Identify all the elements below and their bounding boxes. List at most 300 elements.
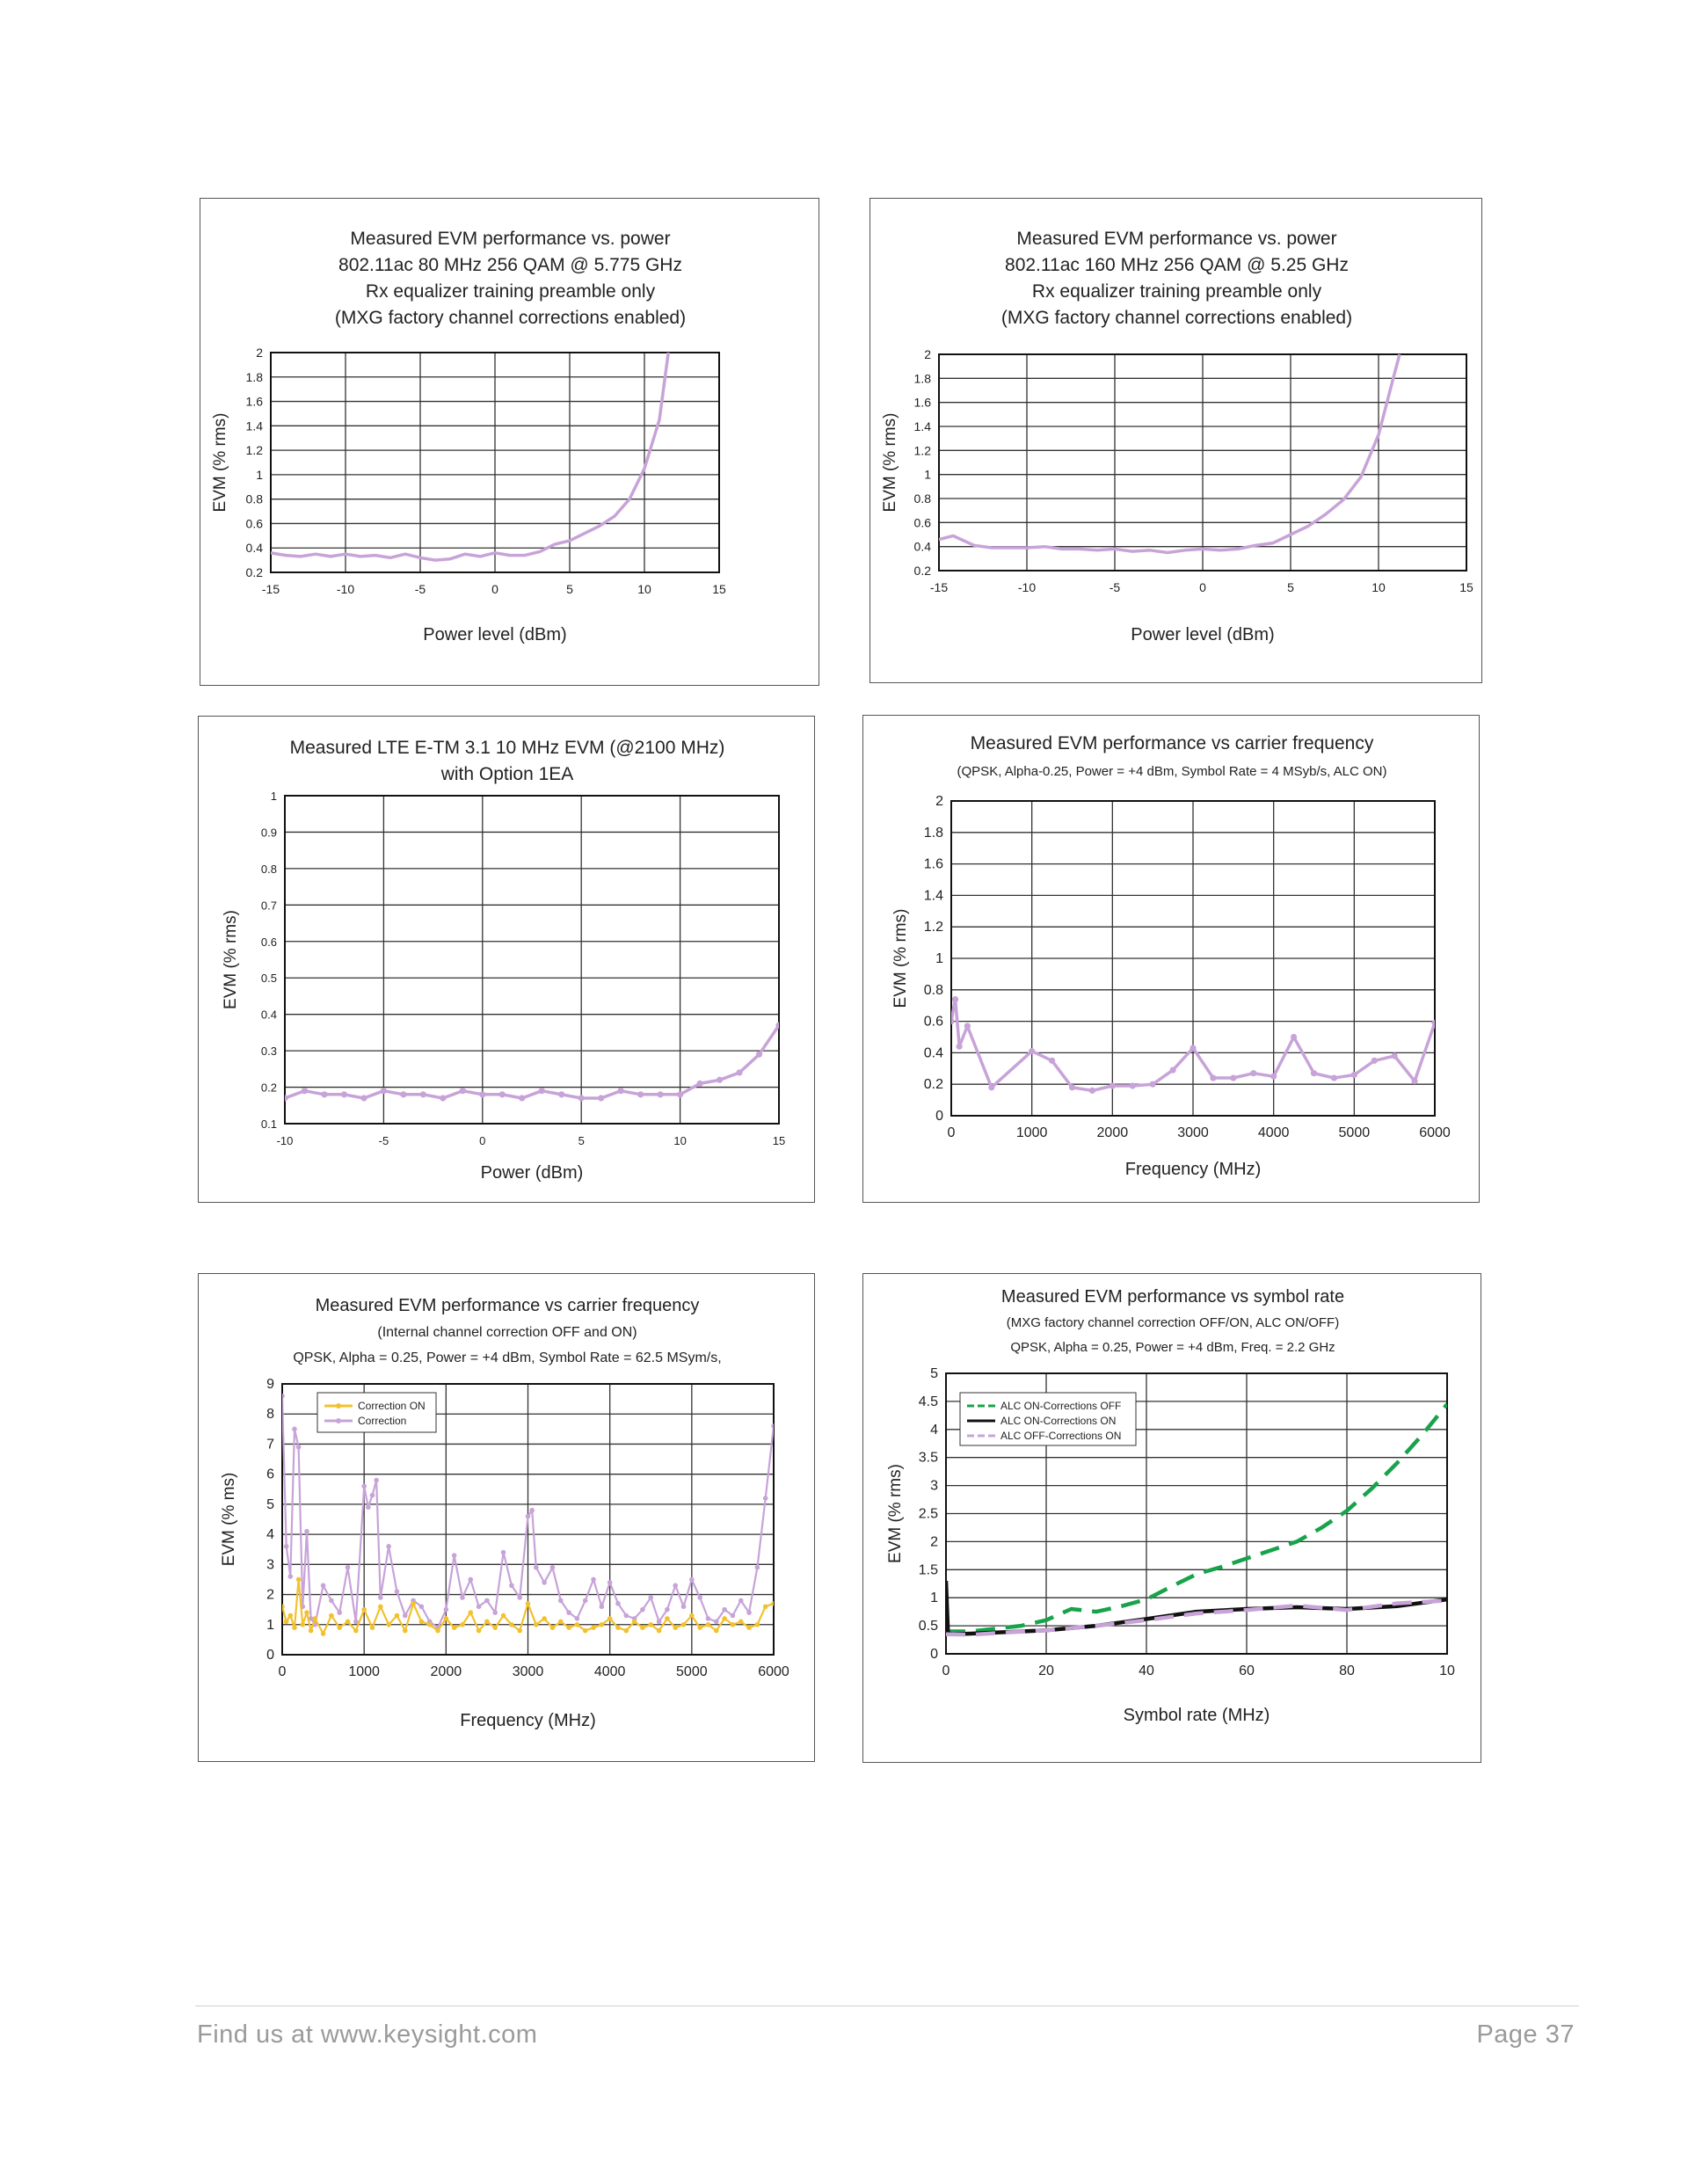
- x-axis-label: Power (dBm): [480, 1163, 584, 1183]
- data-point: [460, 1595, 465, 1600]
- data-point: [386, 1622, 391, 1627]
- data-point: [771, 1423, 776, 1429]
- data-point: [534, 1622, 539, 1627]
- data-point: [746, 1610, 752, 1615]
- x-tick-label: -10: [1017, 580, 1037, 594]
- data-point: [329, 1613, 334, 1619]
- y-tick-label: 1.8: [923, 825, 943, 841]
- data-point: [477, 1628, 482, 1634]
- data-point: [403, 1613, 408, 1619]
- data-point: [395, 1613, 400, 1619]
- data-point: [738, 1598, 744, 1604]
- data-point: [1372, 1058, 1378, 1064]
- data-point: [484, 1598, 490, 1604]
- y-tick-label: 0.7: [260, 899, 277, 913]
- data-point: [501, 1613, 506, 1619]
- y-tick-label: 0.2: [260, 1081, 277, 1095]
- data-point: [681, 1604, 687, 1609]
- data-point: [419, 1620, 425, 1625]
- x-tick-label: 20: [1038, 1663, 1054, 1678]
- y-tick-label: 1.4: [245, 419, 263, 433]
- data-point: [1230, 1074, 1236, 1081]
- data-point: [657, 1620, 662, 1625]
- data-point: [558, 1620, 564, 1625]
- data-point: [738, 1620, 744, 1625]
- y-axis-label: EVM (% ms): [220, 1472, 238, 1567]
- chart-title-line: (MXG factory channel correction OFF/ON, ALC ON/OFF): [1006, 1315, 1340, 1330]
- data-point: [292, 1625, 297, 1630]
- data-point: [452, 1553, 457, 1558]
- data-point: [440, 1095, 446, 1101]
- x-tick-label: 0: [278, 1664, 287, 1679]
- data-point: [600, 1622, 605, 1627]
- y-tick-label: 0.8: [260, 862, 277, 876]
- chart-title: [1001, 229, 1352, 328]
- data-point: [566, 1625, 571, 1630]
- data-point: [1029, 1048, 1035, 1054]
- data-point: [1110, 1082, 1116, 1088]
- data-point: [378, 1604, 383, 1609]
- data-point: [632, 1620, 637, 1625]
- data-point: [1311, 1070, 1317, 1076]
- data-point: [444, 1616, 449, 1621]
- y-tick-label: 0.3: [260, 1045, 277, 1059]
- y-tick-label: 1: [256, 467, 263, 482]
- x-tick-label: 40: [1139, 1663, 1154, 1678]
- data-point: [484, 1620, 490, 1625]
- data-point: [395, 1589, 400, 1594]
- chart-title: [1001, 1287, 1344, 1355]
- data-point: [681, 1622, 687, 1627]
- x-tick-label: 2000: [1096, 1125, 1129, 1140]
- x-tick-label: -5: [414, 582, 426, 596]
- data-point: [435, 1628, 440, 1634]
- data-point: [1210, 1074, 1216, 1081]
- y-tick-label: 0.4: [260, 1008, 277, 1022]
- footer-site-link[interactable]: Find us at www.keysight.com: [197, 2020, 538, 2049]
- x-tick-label: 0: [1199, 580, 1206, 594]
- y-tick-label: 0.6: [923, 1014, 943, 1030]
- data-point: [731, 1613, 736, 1619]
- y-axis-label: EVM (% rms): [881, 412, 899, 513]
- data-point: [948, 1018, 954, 1024]
- series-line: [271, 353, 668, 560]
- data-point: [1049, 1058, 1055, 1064]
- data-point: [360, 1095, 367, 1101]
- data-point: [657, 1628, 662, 1634]
- series-evm: [271, 353, 668, 560]
- data-point: [756, 1052, 762, 1058]
- data-point: [1190, 1045, 1196, 1051]
- y-tick-label: 1.2: [245, 443, 263, 458]
- data-point: [321, 1583, 326, 1588]
- y-tick-label: 4.5: [918, 1394, 938, 1409]
- y-tick-label: 8: [266, 1407, 274, 1423]
- data-point: [341, 1091, 347, 1097]
- x-axis-label: Power level (dBm): [423, 625, 567, 644]
- data-point: [706, 1622, 711, 1627]
- data-point: [304, 1610, 309, 1615]
- data-point: [353, 1628, 359, 1634]
- data-point: [763, 1604, 768, 1609]
- x-tick-label: -5: [378, 1134, 389, 1147]
- data-point: [378, 1595, 383, 1600]
- data-point: [722, 1616, 727, 1621]
- x-tick-label: 4000: [1257, 1125, 1290, 1140]
- data-point: [300, 1622, 305, 1627]
- data-point: [374, 1478, 379, 1483]
- x-tick-label: 10: [1439, 1663, 1455, 1678]
- x-tick-label: -15: [929, 580, 949, 594]
- data-point: [665, 1616, 670, 1621]
- chart-title-line: Rx equalizer training preamble only: [365, 281, 656, 302]
- data-point: [460, 1622, 465, 1627]
- y-tick-label: 2: [256, 346, 263, 360]
- data-point: [550, 1625, 556, 1630]
- y-tick-label: 0.8: [245, 491, 263, 506]
- data-point: [501, 1550, 506, 1555]
- data-point: [566, 1610, 571, 1615]
- x-tick-label: 6000: [1419, 1125, 1451, 1140]
- chart-panel-lte: [198, 716, 815, 1203]
- x-tick-label: 1000: [348, 1664, 380, 1679]
- x-tick-label: 10: [673, 1134, 687, 1147]
- data-point: [370, 1625, 375, 1630]
- data-point: [346, 1620, 351, 1625]
- data-point: [361, 1607, 367, 1613]
- data-point: [302, 1088, 308, 1094]
- x-tick-label: 0: [479, 1134, 486, 1147]
- data-point: [598, 1095, 604, 1101]
- data-point: [539, 1088, 545, 1094]
- y-tick-label: 2: [930, 1534, 938, 1550]
- chart-title-line: (MXG factory channel corrections enabled): [334, 308, 687, 328]
- data-point: [952, 996, 958, 1002]
- data-point: [689, 1613, 695, 1619]
- data-point: [575, 1616, 580, 1621]
- y-tick-label: 0.6: [913, 515, 931, 530]
- x-tick-label: 0: [942, 1663, 950, 1678]
- chart-title: [293, 1296, 721, 1365]
- chart-panel-freq-internal: [198, 1273, 815, 1762]
- data-point: [492, 1625, 498, 1630]
- y-tick-label: 4: [930, 1422, 938, 1438]
- chart-title-line: QPSK, Alpha = 0.25, Power = +4 dBm, Symbol Rate = 62.5 MSym/s,: [293, 1350, 722, 1365]
- y-tick-label: 2: [935, 794, 943, 809]
- chart-title-line: 802.11ac 160 MHz 256 QAM @ 5.25 GHz: [1005, 255, 1349, 275]
- data-point: [637, 1091, 644, 1097]
- chart-title-line: (QPSK, Alpha-0.25, Power = +4 dBm, Symbol Rate = 4 MSyb/s, ALC ON): [957, 764, 1387, 779]
- data-point: [673, 1583, 678, 1588]
- data-point: [575, 1622, 580, 1627]
- data-point: [1392, 1052, 1398, 1059]
- x-tick-label: 10: [637, 582, 651, 596]
- chart-freq-internal: [199, 1274, 816, 1763]
- x-tick-label: 0: [491, 582, 498, 596]
- y-tick-label: 0.8: [913, 491, 931, 506]
- data-point: [1270, 1074, 1277, 1080]
- data-point: [292, 1427, 297, 1432]
- chart-title-line: Measured LTE E-TM 3.1 10 MHz EVM (@2100 MHz): [289, 738, 725, 758]
- data-point: [731, 1622, 736, 1627]
- legend-label: ALC ON-Corrections OFF: [1000, 1400, 1122, 1412]
- data-point: [1331, 1074, 1337, 1081]
- y-tick-label: 0.9: [260, 826, 277, 840]
- data-point: [665, 1607, 670, 1613]
- data-point: [296, 1577, 302, 1583]
- x-tick-label: 6000: [758, 1664, 789, 1679]
- data-point: [468, 1610, 473, 1615]
- data-point: [1069, 1084, 1075, 1090]
- data-point: [386, 1544, 391, 1549]
- grid-lines: [271, 353, 719, 572]
- data-point: [411, 1601, 416, 1606]
- chart-lte: [199, 717, 816, 1204]
- y-tick-label: 4: [266, 1527, 274, 1543]
- data-point: [280, 1604, 285, 1609]
- x-tick-label: -15: [261, 582, 280, 596]
- data-point: [717, 1077, 723, 1083]
- chart-title-line: Measured EVM performance vs carrier frequency: [970, 733, 1374, 753]
- chart-title-line: (Internal channel correction OFF and ON): [377, 1325, 637, 1340]
- data-point: [624, 1613, 629, 1619]
- data-point: [988, 1084, 994, 1090]
- data-point: [1169, 1067, 1175, 1073]
- plot-area-frame: [285, 796, 779, 1124]
- data-point: [550, 1565, 556, 1570]
- chart-title: [335, 229, 686, 328]
- x-tick-label: 3000: [1177, 1125, 1209, 1140]
- y-tick-label: 7: [266, 1437, 274, 1452]
- data-point: [964, 1023, 971, 1029]
- chart-title-line: Measured EVM performance vs. power: [350, 229, 671, 249]
- data-point: [444, 1607, 449, 1613]
- data-point: [542, 1580, 547, 1585]
- chart-title-line: 802.11ac 80 MHz 256 QAM @ 5.775 GHz: [338, 255, 682, 275]
- data-point: [526, 1601, 531, 1606]
- data-point: [304, 1529, 309, 1534]
- data-point: [640, 1607, 645, 1613]
- x-tick-label: 0: [947, 1125, 956, 1140]
- y-tick-label: 0: [266, 1648, 274, 1663]
- data-point: [288, 1574, 294, 1579]
- legend-label: ALC OFF-Corrections ON: [1000, 1430, 1122, 1442]
- data-point: [677, 1091, 683, 1097]
- data-point: [499, 1091, 506, 1097]
- data-point: [583, 1598, 588, 1604]
- data-point: [366, 1505, 371, 1511]
- data-point: [381, 1088, 387, 1094]
- data-point: [477, 1604, 482, 1609]
- grid-lines: [939, 354, 1466, 571]
- data-point: [591, 1577, 596, 1583]
- data-point: [673, 1625, 678, 1630]
- data-point: [479, 1091, 485, 1097]
- x-tick-label: 1000: [1015, 1125, 1048, 1140]
- y-tick-label: 0.5: [260, 972, 277, 986]
- data-point: [775, 1023, 782, 1029]
- data-point: [492, 1610, 498, 1615]
- y-tick-label: 3.5: [918, 1450, 938, 1466]
- y-tick-label: 1.6: [913, 395, 931, 410]
- y-tick-label: 2: [266, 1587, 274, 1603]
- data-point: [957, 1044, 963, 1050]
- x-axis-label: Frequency (MHz): [460, 1711, 596, 1730]
- chart-title-line: Measured EVM performance vs symbol rate: [1000, 1287, 1345, 1307]
- data-point: [329, 1598, 334, 1604]
- data-point: [624, 1628, 629, 1634]
- x-tick-label: 15: [712, 582, 726, 596]
- x-axis-label: Frequency (MHz): [1124, 1160, 1262, 1179]
- chart-panel-symbol-rate: [862, 1273, 1481, 1763]
- y-tick-label: 0.6: [260, 935, 277, 949]
- data-point: [689, 1577, 695, 1583]
- data-point: [468, 1577, 473, 1583]
- data-point: [755, 1565, 760, 1570]
- legend-label: ALC ON-Corrections ON: [1000, 1415, 1117, 1427]
- data-point: [284, 1620, 289, 1625]
- x-axis-label: Symbol rate (MHz): [1123, 1706, 1270, 1725]
- data-point: [1351, 1072, 1357, 1078]
- y-tick-label: 0: [930, 1647, 938, 1662]
- x-axis-label: Power level (dBm): [1131, 625, 1275, 644]
- y-tick-label: 0.8: [923, 982, 943, 998]
- y-tick-label: 3: [930, 1478, 938, 1494]
- chart-title-line: Measured EVM performance vs carrier frequency: [315, 1296, 700, 1315]
- x-tick-label: 5000: [1338, 1125, 1371, 1140]
- data-point: [763, 1496, 768, 1501]
- x-tick-label: -10: [336, 582, 355, 596]
- data-point: [714, 1628, 719, 1634]
- data-point: [648, 1622, 653, 1627]
- data-point: [281, 1095, 287, 1101]
- chart-title-line: QPSK, Alpha = 0.25, Power = +4 dBm, Freq. = 2.2 GHz: [1010, 1340, 1335, 1355]
- y-tick-label: 1: [935, 951, 943, 966]
- y-tick-label: 0.4: [913, 539, 931, 554]
- data-point: [420, 1091, 426, 1097]
- y-tick-label: 1: [924, 467, 931, 482]
- x-tick-label: 15: [1459, 580, 1473, 594]
- data-point: [321, 1631, 326, 1636]
- grid-lines: [285, 796, 779, 1124]
- y-axis-label: EVM (% rms): [211, 412, 229, 513]
- chart-panel-freq-qpsk4: [862, 715, 1480, 1203]
- data-point: [755, 1622, 760, 1627]
- y-tick-label: 1.2: [923, 920, 943, 935]
- x-tick-label: 15: [772, 1134, 786, 1147]
- data-point: [1150, 1081, 1156, 1088]
- chart-title: [290, 738, 725, 784]
- data-point: [746, 1625, 752, 1630]
- chart-symbol-rate: [863, 1274, 1482, 1764]
- y-tick-label: 5: [266, 1496, 274, 1512]
- data-point: [321, 1091, 327, 1097]
- y-tick-label: 1.2: [913, 443, 931, 458]
- data-point: [280, 1394, 285, 1399]
- data-point: [1431, 1020, 1437, 1026]
- y-tick-label: 1.4: [923, 888, 943, 904]
- data-point: [600, 1604, 605, 1609]
- data-point: [400, 1091, 406, 1097]
- y-tick-label: 0.1: [260, 1117, 277, 1131]
- y-tick-label: 1.4: [913, 419, 931, 433]
- y-tick-label: 0.2: [245, 565, 263, 579]
- x-tick-label: 5: [578, 1134, 585, 1147]
- data-point: [403, 1628, 408, 1634]
- legend-label: Correction ON: [358, 1400, 426, 1412]
- data-point: [542, 1616, 547, 1621]
- y-tick-label: 5: [930, 1366, 938, 1381]
- y-tick-label: 1.5: [918, 1562, 938, 1578]
- y-tick-label: 1: [270, 790, 277, 803]
- chart-title: [957, 733, 1387, 779]
- data-point: [1250, 1070, 1256, 1076]
- data-point: [1411, 1078, 1417, 1084]
- page-number: Page 37: [1476, 2020, 1575, 2049]
- data-point: [353, 1620, 359, 1625]
- data-point: [697, 1625, 702, 1630]
- data-point: [337, 1625, 342, 1630]
- y-tick-label: 1: [266, 1617, 274, 1633]
- y-tick-label: 1: [930, 1591, 938, 1606]
- data-point: [558, 1091, 564, 1097]
- y-tick-label: 0.2: [923, 1077, 943, 1093]
- data-point: [1130, 1082, 1136, 1088]
- data-point: [419, 1604, 425, 1609]
- legend-marker: [336, 1403, 341, 1409]
- data-point: [736, 1069, 742, 1075]
- y-tick-label: 0.2: [913, 564, 931, 578]
- x-tick-label: 10: [1372, 580, 1386, 594]
- data-point: [361, 1484, 367, 1489]
- series-evm: [281, 1023, 782, 1102]
- x-tick-label: -10: [276, 1134, 294, 1147]
- legend-label: Correction: [358, 1415, 407, 1427]
- y-tick-label: 0.4: [245, 541, 263, 556]
- data-point: [591, 1625, 596, 1630]
- data-point: [1291, 1034, 1297, 1040]
- y-tick-label: 3: [266, 1557, 274, 1573]
- data-point: [706, 1616, 711, 1621]
- x-tick-label: 4000: [593, 1664, 626, 1679]
- data-point: [534, 1565, 539, 1570]
- data-point: [509, 1622, 514, 1627]
- data-point: [526, 1514, 531, 1519]
- y-axis-label: EVM (% rms): [891, 908, 910, 1008]
- data-point: [615, 1625, 621, 1630]
- data-point: [346, 1565, 351, 1570]
- data-point: [1089, 1088, 1095, 1094]
- data-point: [288, 1613, 294, 1619]
- x-tick-label: 5000: [676, 1664, 708, 1679]
- x-tick-label: 80: [1339, 1663, 1355, 1678]
- data-point: [517, 1628, 522, 1634]
- y-tick-label: 2.5: [918, 1506, 938, 1522]
- data-point: [771, 1601, 776, 1606]
- y-tick-label: 0: [935, 1109, 943, 1124]
- data-point: [558, 1598, 564, 1604]
- data-point: [427, 1622, 433, 1627]
- y-tick-label: 0.5: [918, 1619, 938, 1634]
- data-point: [618, 1088, 624, 1094]
- y-tick-label: 6: [266, 1467, 274, 1482]
- y-tick-label: 1.6: [245, 394, 263, 409]
- y-axis-label: EVM (% rms): [886, 1464, 905, 1563]
- data-point: [517, 1595, 522, 1600]
- data-point: [697, 1595, 702, 1600]
- chart-panel-power-160: [869, 198, 1482, 683]
- chart-title-line: (MXG factory channel corrections enabled): [1000, 308, 1353, 328]
